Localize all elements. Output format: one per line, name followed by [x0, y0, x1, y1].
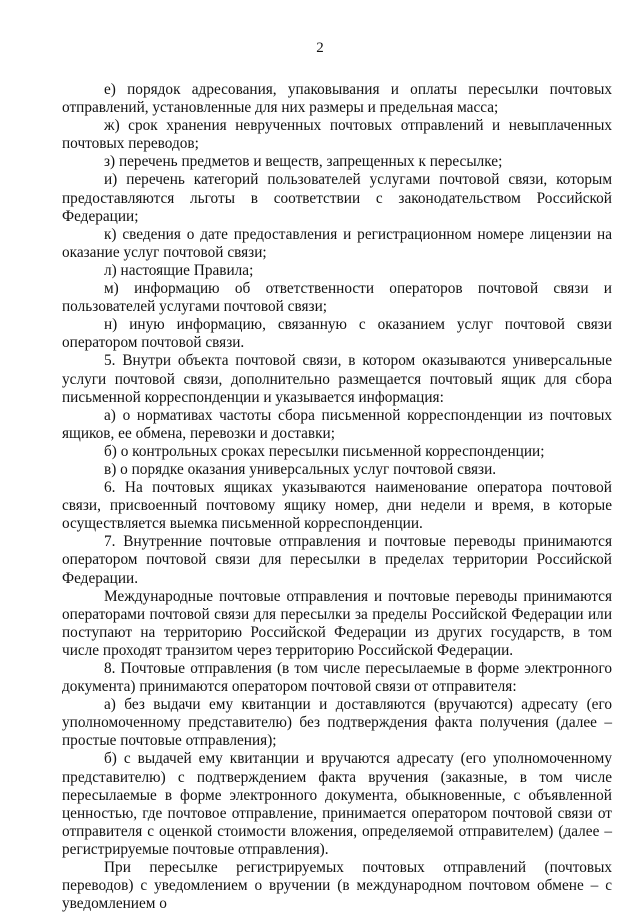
page-number: 2: [316, 40, 324, 56]
paragraph-7-domestic-mail: 7. Внутренние почтовые отправления и почтовые переводы принимаются оператором почтовой связи для пересылки в пределах территории Российской Федерации.: [62, 533, 612, 587]
document-body: [62, 81, 612, 913]
paragraph-5b-control-terms: б) о контрольных сроках пересылки письменной корреспонденции;: [104, 442, 545, 460]
paragraph-5a-collection-norms: а) о нормативах частоты сбора письменной корреспонденции из почтовых ящиков, ее обмена, перевозки и доставки;: [62, 406, 612, 442]
paragraph-n-other-info: н) иную информацию, связанную с оказанием услуг почтовой связи оператором почтовой связи.: [62, 316, 612, 352]
paragraph-i-benefit-categories: и) перечень категорий пользователей услугами почтовой связи, которым предоставляются льготы в соответствии с законодательством Российской Федерации;: [62, 171, 612, 225]
paragraph-6-mailbox-labels: 6. На почтовых ящиках указываются наименование оператора почтовой связи, присвоенный почтовому ящику номер, дни недели и время, в которые осуществляется выемка письменной корреспонденции.: [62, 479, 612, 533]
paragraph-7-international-mail: Международные почтовые отправления и почтовые переводы принимаются операторами почтовой связи для пересылки за пределы Российской Федерации или поступают на территорию Российской Федерации из других государств, в том числе проходят транзитом через территорию Российской Федерации.: [62, 587, 612, 659]
paragraph-8a-simple-mail: а) без выдачи ему квитанции и доставляются (вручаются) адресату (его уполномоченному представителю) без подтверждения факта получения (далее – простые почтовые отправления);: [62, 696, 612, 750]
paragraph-e-addressing: е) порядок адресования, упаковывания и оплаты пересылки почтовых отправлений, установленные для них размеры и предельная масса;: [62, 81, 612, 117]
paragraph-k-license-info: к) сведения о дате предоставления и регистрационном номере лицензии на оказание услуг почтовой связи;: [62, 225, 612, 261]
paragraph-5-mailbox: 5. Внутри объекта почтовой связи, в котором оказываются универсальные услуги почтовой связи, дополнительно размещается почтовый ящик для сбора письменной корреспонденции и указывается информация:: [62, 352, 612, 406]
paragraph-zh-storage-term: ж) срок хранения неврученных почтовых отправлений и невыплаченных почтовых переводов;: [62, 117, 612, 153]
paragraph-m-responsibility: м) информацию об ответственности операторов почтовой связи и пользователей услугами почтовой связи;: [62, 280, 612, 316]
paragraph-8b-registered-mail: б) с выдачей ему квитанции и вручаются адресату (его уполномоченному представителю) с подтверждением факта вручения (заказные, в том числе пересылаемые в форме электронного документа, обыкновенные, с объявленной ценностью, где почтовое отправление, принимается оператором почтовой связи от отправителя с оценкой стоимости вложения, определяемой отправителем) (далее – регистрируемые почтовые отправления).: [62, 750, 612, 858]
paragraph-8-acceptance: 8. Почтовые отправления (в том числе пересылаемые в форме электронного документа) принимаются оператором почтовой связи от отправителя:: [62, 660, 612, 696]
paragraph-l-rules: л) настоящие Правила;: [104, 261, 254, 279]
paragraph-z-prohibited-items: з) перечень предметов и веществ, запрещенных к пересылке;: [104, 153, 503, 171]
paragraph-registered-notice: При пересылке регистрируемых почтовых отправлений (почтовых переводов) с уведомлением о вручении (в международном почтовом обмене – с уведомлением о: [62, 859, 612, 913]
paragraph-5v-service-procedure: в) о порядке оказания универсальных услуг почтовой связи.: [104, 460, 497, 478]
